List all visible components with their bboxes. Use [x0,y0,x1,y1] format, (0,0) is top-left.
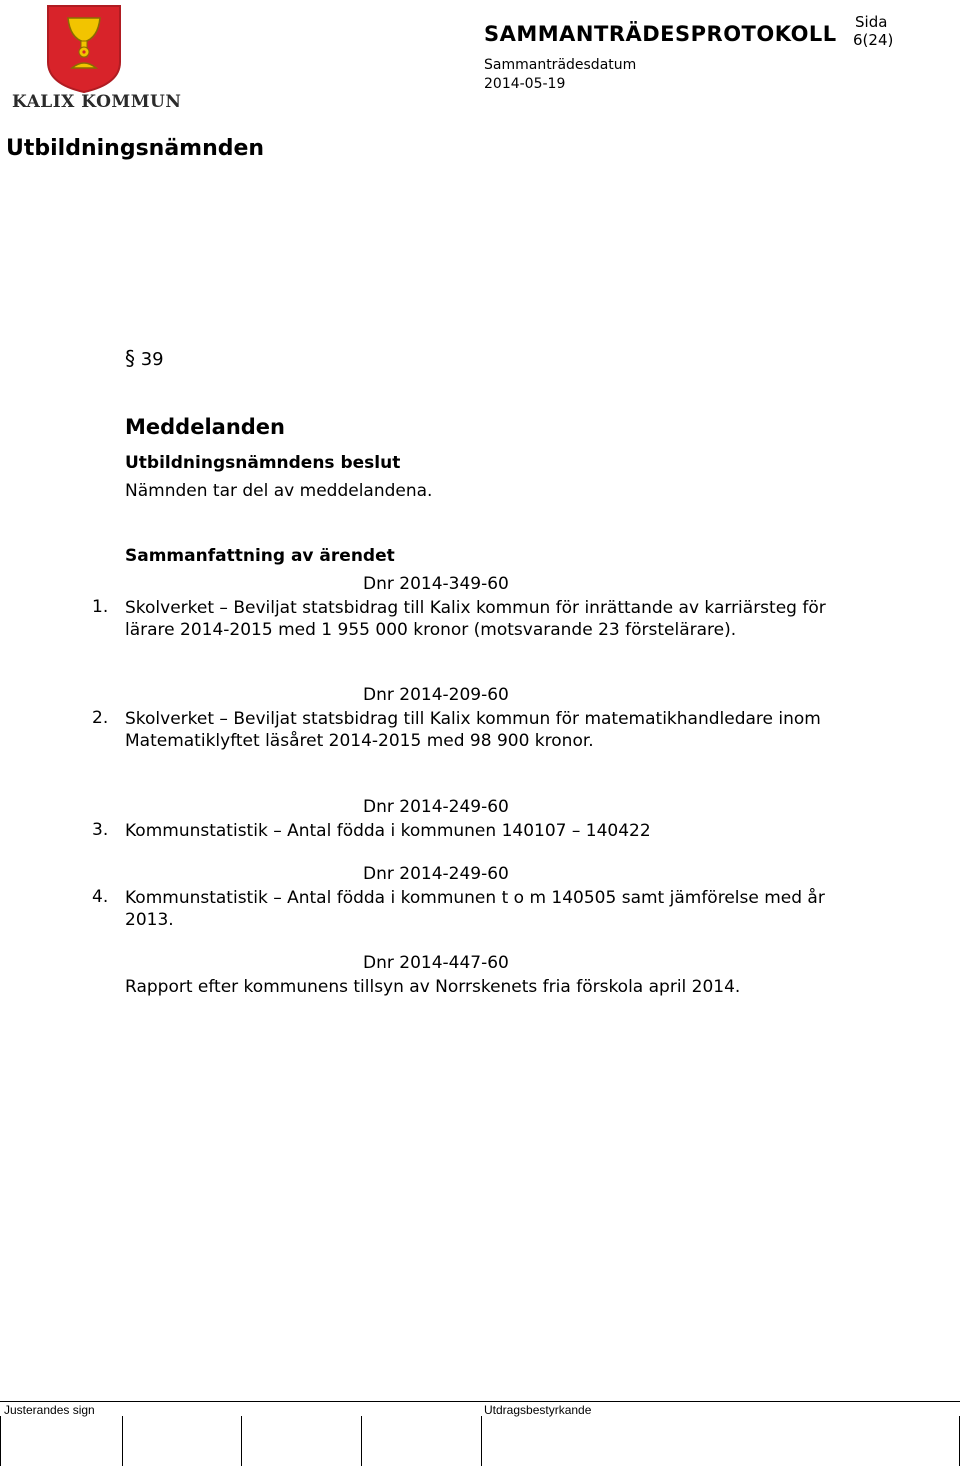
decision-text: Nämnden tar del av meddelandena. [125,481,433,501]
signature-box-divider [122,1416,123,1466]
logo-wordmark: KALIX KOMMUN [12,92,182,112]
item-text: Skolverket – Beviljat statsbidrag till Kalix kommun för inrättande av karriärsteg för lärare 2014-2015 med 1 955 000 kronor (motsvarande 23 förstelärare). [125,598,826,640]
coat-of-arms-icon [10,4,160,94]
item-number: 2. [92,708,109,728]
committee-name: Utbildningsnämnden [6,136,265,161]
item-text: Skolverket – Beviljat statsbidrag till Kalix kommun för matematikhandledare inom Matematiklyftet läsåret 2014-2015 med 98 900 kronor. [125,709,821,751]
footer-divider [0,1401,960,1402]
summary-heading: Sammanfattning av ärendet [125,546,395,566]
item-dnr: Dnr 2014-349-60 [363,574,509,594]
item-text: Kommunstatistik – Antal födda i kommunen t o m 140505 samt jämförelse med år 2013. [125,888,825,930]
adjuster-sign-label: Justerandes sign [4,1403,95,1417]
document-title: SAMMANTRÄDESPROTOKOLL [484,22,837,46]
decision-heading: Utbildningsnämndens beslut [125,453,401,473]
signature-box-divider [241,1416,242,1466]
item-number: 4. [92,887,109,907]
extract-certification-label: Utdragsbestyrkande [484,1403,592,1417]
item-dnr: Dnr 2014-447-60 [363,953,509,973]
paragraph-number [125,346,164,370]
paragraph-sign: § [125,346,135,370]
page-label: Sida [855,13,888,31]
item-dnr: Dnr 2014-249-60 [363,864,509,884]
item-number: 3. [92,820,109,840]
item-dnr: Dnr 2014-209-60 [363,685,509,705]
page-number: 6(24) [853,31,894,49]
meeting-date: 2014-05-19 [484,76,566,92]
item-number: 1. [92,597,109,617]
item-dnr: Dnr 2014-249-60 [363,797,509,817]
signature-box-divider [481,1416,482,1466]
signature-box-divider [0,1416,1,1466]
item-text: Kommunstatistik – Antal födda i kommunen 140107 – 140422 [125,821,651,841]
paragraph-number-value: 39 [140,349,164,370]
section-title: Meddelanden [125,415,285,439]
meeting-date-label: Sammanträdesdatum [484,57,637,73]
item-text: Rapport efter kommunens tillsyn av Norrskenets fria förskola april 2014. [125,977,741,997]
signature-box-divider [361,1416,362,1466]
